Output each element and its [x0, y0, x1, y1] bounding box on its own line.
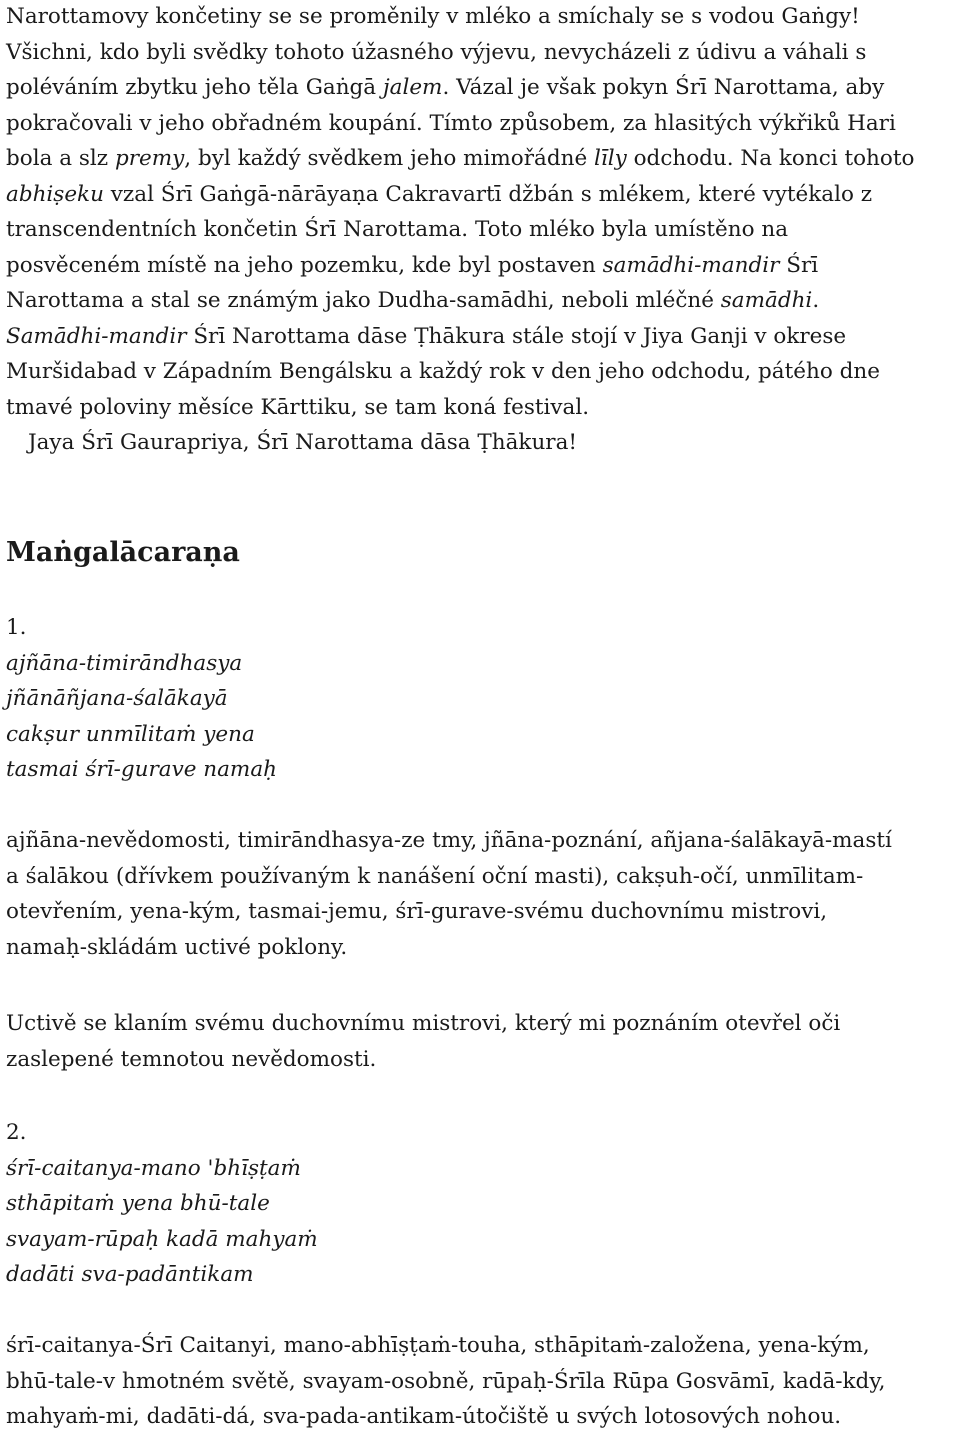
intro-line: pokračovali v jeho obřadném koupání. Tímto způsobem, za hlasitých výkřiků Hari [6, 110, 896, 136]
italic-term: premy [114, 146, 185, 171]
closing-line: Jaya Śrī Gaurapriya, Śrī Narottama dāsa Ṭhākura! [28, 430, 578, 455]
synonyms-line: a śalākou (dřívkem používaným k nanášení oční masti), cakṣuh-očí, unmīlitam- [6, 863, 864, 889]
verse-1-translation [6, 1006, 840, 1077]
verse-number: 1. [6, 615, 27, 640]
verse-line: śrī-caitanya-mano 'bhīṣṭaṁ [6, 1155, 301, 1181]
synonyms-line: mahyaṁ-mi, dadāti-dá, sva-pada-antikam-útočiště u svých lotosových nohou. [6, 1404, 842, 1429]
verse-line: sthāpitaṁ yena bhū-tale [6, 1191, 270, 1216]
translation-line: zaslepené temnotou nevědomosti. [6, 1046, 377, 1072]
verse-line: svayam-rūpaḥ kadā mahyaṁ [6, 1226, 318, 1252]
synonyms-line: bhū-tale-v hmotném světě, svayam-osobně, rūpaḥ-Śrīla Rūpa Gosvāmī, kadā-kdy, [6, 1368, 886, 1394]
italic-term: jalem [382, 75, 443, 100]
intro-text [6, 0, 914, 425]
verse-1 [6, 610, 277, 788]
verse-2 [6, 1115, 318, 1293]
synonyms-line: ajñāna-nevědomosti, timirāndhasya-ze tmy, jñāna-poznání, añjana-śalākayā-mastí [6, 828, 892, 853]
italic-term: abhiṣeku [6, 181, 104, 207]
intro-line: Všichni, kdo byli svědky tohoto úžasného výjevu, nevycházeli z údivu a váhali s [6, 39, 867, 65]
italic-term: samādhi [720, 288, 813, 313]
intro-line: Narottamovy končetiny se se proměnily v mléko a smíchaly se s vodou Gaṅgy! [6, 4, 860, 29]
intro-paragraph [6, 0, 914, 461]
verse-line: ajñāna-timirāndhasya [6, 650, 243, 676]
intro-line: posvěceném místě na jeho pozemku, kde byl postaven samādhi-mandir Śrī [6, 252, 819, 278]
italic-term: Samādhi-mandir [6, 323, 187, 349]
verse-line: tasmai śrī-gurave namaḥ [6, 757, 277, 782]
verse-1-synonyms [6, 823, 892, 965]
intro-line: tmavé poloviny měsíce Kārttiku, se tam koná festival. [6, 394, 590, 420]
intro-line: Samādhi-mandir Śrī Narottama dāse Ṭhākura stále stojí v Jiya Ganji v okrese [6, 323, 847, 349]
verse-line: cakṣur unmīlitaṁ yena [6, 721, 255, 747]
section-heading: Maṅgalācaraṇa [6, 537, 240, 568]
intro-line: poléváním zbytku jeho těla Gaṅgā jalem. Vázal je však pokyn Śrī Narottama, aby [6, 75, 885, 100]
verse-number: 2. [6, 1120, 27, 1145]
verse-line: dadāti sva-padāntikam [6, 1262, 254, 1287]
italic-term: līly [594, 146, 627, 171]
synonyms-line: otevřením, yena-kým, tasmai-jemu, śrī-gurave-svému duchovnímu mistrovi, [6, 899, 828, 924]
intro-line: Muršidabad v Západním Bengálsku a každý rok v den jeho odchodu, pátého dne [6, 359, 880, 384]
intro-line: Narottama a stal se známým jako Dudha-samādhi, neboli mléčné samādhi. [6, 288, 820, 313]
intro-line: abhiṣeku vzal Śrī Gaṅgā-nārāyaṇa Cakravartī džbán s mlékem, které vytékalo z [6, 181, 873, 207]
verse-2-synonyms [6, 1328, 885, 1435]
translation-line: Uctivě se klaním svému duchovnímu mistrovi, který mi poznáním otevřel oči [6, 1011, 841, 1036]
italic-term: samādhi-mandir [602, 252, 780, 278]
verse-line: jñānāñjana-śalākayā [6, 686, 228, 711]
intro-line: transcendentních končetin Śrī Narottama. Toto mléko byla umístěno na [6, 217, 789, 242]
intro-line: bola a slz premy, byl každý svědkem jeho mimořádné līly odchodu. Na konci tohoto [6, 146, 915, 171]
synonyms-line: śrī-caitanya-Śrī Caitanyi, mano-abhīṣṭaṁ-touha, sthāpitaṁ-založena, yena-kým, [6, 1333, 870, 1358]
synonyms-line: namaḥ-skládám uctivé poklony. [6, 934, 348, 960]
